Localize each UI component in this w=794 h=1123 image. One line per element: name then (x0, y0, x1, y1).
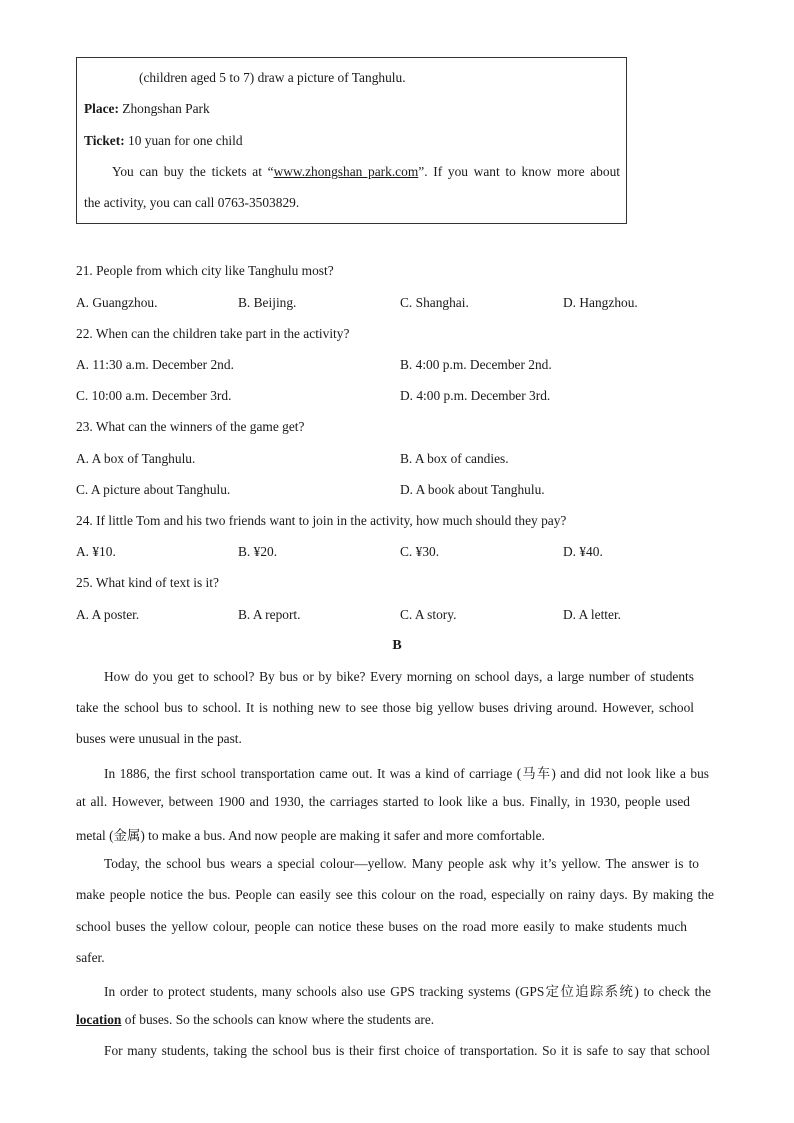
ticket-website-link[interactable]: www.zhongshan park.com (273, 164, 419, 179)
notice-place (84, 101, 210, 117)
q23-option-a: A. A box of Tanghulu. (76, 451, 196, 466)
passage-line: take the school bus to school. It is nothing new to see those big yellow buses driving around. However, school (76, 700, 694, 715)
passage-line: In order to protect students, many schools also use GPS tracking systems (GPS定位追踪系统) to check the (104, 984, 711, 999)
passage-line: metal (金属) to make a bus. And now people are making it safer and more comfortable. (76, 828, 545, 843)
q22-option-b: B. 4:00 p.m. December 2nd. (400, 357, 552, 372)
q22-option-c: C. 10:00 a.m. December 3rd. (76, 388, 232, 403)
q23-option-c: C. A picture about Tanghulu. (76, 482, 231, 497)
passage-line: safer. (76, 950, 105, 965)
passage-line: How do you get to school? By bus or by bike? Every morning on school days, a large number of students (104, 669, 694, 684)
buy-suffix: ”. If you want to know more about (418, 164, 620, 179)
q25-option-a: A. A poster. (76, 607, 140, 622)
notice-ticket (84, 133, 243, 149)
passage-line: In 1886, the first school transportation came out. It was a kind of carriage (马车) and did not look like a bus (104, 766, 709, 781)
notice-buy-line (112, 164, 620, 180)
notice-call-line: the activity, you can call 0763-3503829. (84, 195, 300, 210)
q23-option-b: B. A box of candies. (400, 451, 509, 466)
passage-line: make people notice the bus. People can easily see this colour on the road, especially on rainy days. By making the (76, 887, 714, 902)
place-value: Zhongshan Park (118, 101, 210, 116)
q24-option-b: B. ¥20. (238, 544, 278, 559)
q23-option-d: D. A book about Tanghulu. (400, 482, 545, 497)
question-23: 23. What can the winners of the game get? (76, 419, 305, 434)
buy-prefix: You can buy the tickets at “ (112, 164, 274, 179)
question-22: 22. When can the children take part in the activity? (76, 326, 350, 341)
q21-option-b: B. Beijing. (238, 295, 297, 310)
passage-line-location (76, 1012, 434, 1028)
notice-line-1: (children aged 5 to 7) draw a picture of Tanghulu. (139, 70, 406, 85)
passage-line-rest: of buses. So the schools can know where the students are. (124, 1012, 435, 1027)
location-keyword: location (76, 1012, 122, 1027)
question-21: 21. People from which city like Tanghulu most? (76, 263, 334, 278)
passage-line: Today, the school bus wears a special colour—yellow. Many people ask why it’s yellow. The answer is to (104, 856, 699, 871)
passage-line: school buses the yellow colour, people can notice these buses on the road more easily to make students much (76, 919, 687, 934)
question-24: 24. If little Tom and his two friends want to join in the activity, how much should they pay? (76, 513, 567, 528)
section-b-heading: B (392, 638, 402, 653)
q22-option-a: A. 11:30 a.m. December 2nd. (76, 357, 234, 372)
ticket-value: 10 yuan for one child (124, 133, 243, 148)
q21-option-a: A. Guangzhou. (76, 295, 158, 310)
passage-line: buses were unusual in the past. (76, 731, 242, 746)
q24-option-d: D. ¥40. (563, 544, 603, 559)
ticket-label: Ticket: (84, 133, 125, 148)
passage-line: at all. However, between 1900 and 1930, the carriages started to look like a bus. Finally, in 1930, people used (76, 794, 690, 809)
passage-line: For many students, taking the school bus is their first choice of transportation. So it is safe to say that school (104, 1043, 710, 1058)
question-25: 25. What kind of text is it? (76, 575, 219, 590)
q25-option-d: D. A letter. (563, 607, 622, 622)
q22-option-d: D. 4:00 p.m. December 3rd. (400, 388, 551, 403)
q21-option-c: C. Shanghai. (400, 295, 469, 310)
q25-option-c: C. A story. (400, 607, 457, 622)
q25-option-b: B. A report. (238, 607, 301, 622)
q21-option-d: D. Hangzhou. (563, 295, 638, 310)
q24-option-a: A. ¥10. (76, 544, 116, 559)
q24-option-c: C. ¥30. (400, 544, 440, 559)
place-label: Place: (84, 101, 119, 116)
